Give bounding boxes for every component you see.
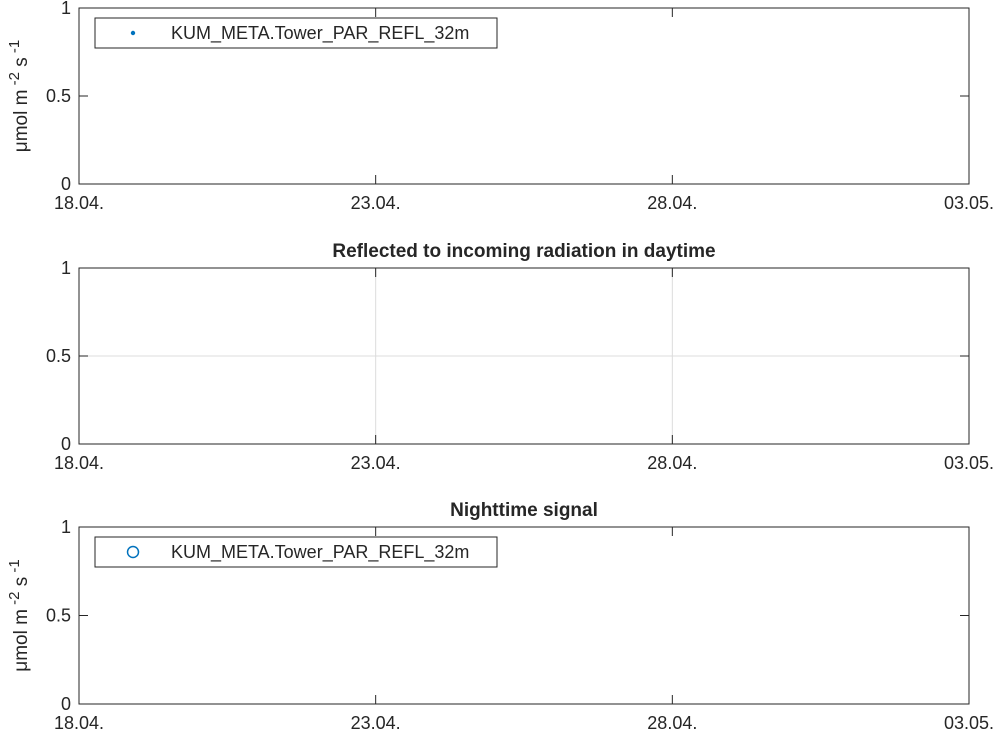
x-tick-label: 23.04. [350, 193, 401, 213]
x-tick-label: 03.05. [943, 453, 995, 473]
y-axis-label-part: -1 [6, 39, 23, 58]
y-axis-label [6, 559, 32, 671]
y-axis-label [6, 40, 32, 152]
subplot-3 [6, 500, 994, 733]
x-tick-label: 03.05. [943, 193, 995, 213]
y-tick-label: 0 [60, 174, 71, 194]
y-axis-label-part: -1 [6, 559, 23, 577]
legend-entry: KUM_META.Tower_PAR_REFL_32m [171, 542, 470, 562]
x-tick-label: 03.05. [943, 713, 995, 733]
y-axis-label-part: s [11, 576, 32, 592]
x-tick-label: 28.04. [647, 453, 698, 473]
x-tick-label: 18.04. [53, 193, 105, 213]
legend [95, 537, 497, 567]
y-tick-label: 1 [60, 517, 71, 537]
y-axis-label-part: -2 [6, 591, 23, 610]
subplot-2 [46, 241, 994, 473]
y-axis-label-part: m [11, 609, 32, 631]
axes-title: Nighttime signal [450, 500, 598, 521]
x-tick-label: 28.04. [647, 713, 698, 733]
y-tick-label: 0 [60, 434, 71, 454]
axes-title: Reflected to incoming radiation in daytime [332, 241, 716, 262]
y-axis-label-part: m [11, 89, 32, 111]
x-tick-label: 28.04. [647, 193, 698, 213]
y-axis-label-part: μmol [11, 630, 32, 672]
y-axis-label-part: μmol [11, 110, 32, 153]
x-tick-label: 23.04. [350, 713, 401, 733]
x-tick-label: 18.04. [53, 713, 105, 733]
y-tick-label: 0.5 [45, 346, 71, 366]
legend-marker-dot [131, 31, 135, 35]
y-tick-label: 0 [60, 694, 71, 714]
y-tick-label: 0.5 [45, 86, 71, 106]
y-tick-label: 1 [60, 258, 71, 278]
y-axis-label-part: -2 [6, 72, 23, 90]
y-tick-label: 1 [60, 0, 71, 18]
x-tick-label: 23.04. [350, 453, 401, 473]
y-tick-label: 0.5 [45, 605, 71, 626]
legend-entry: KUM_META.Tower_PAR_REFL_32m [171, 23, 470, 43]
subplot-1 [6, 0, 994, 213]
y-axis-label-part: s [11, 57, 32, 73]
x-tick-label: 18.04. [53, 453, 105, 473]
legend [95, 18, 497, 48]
